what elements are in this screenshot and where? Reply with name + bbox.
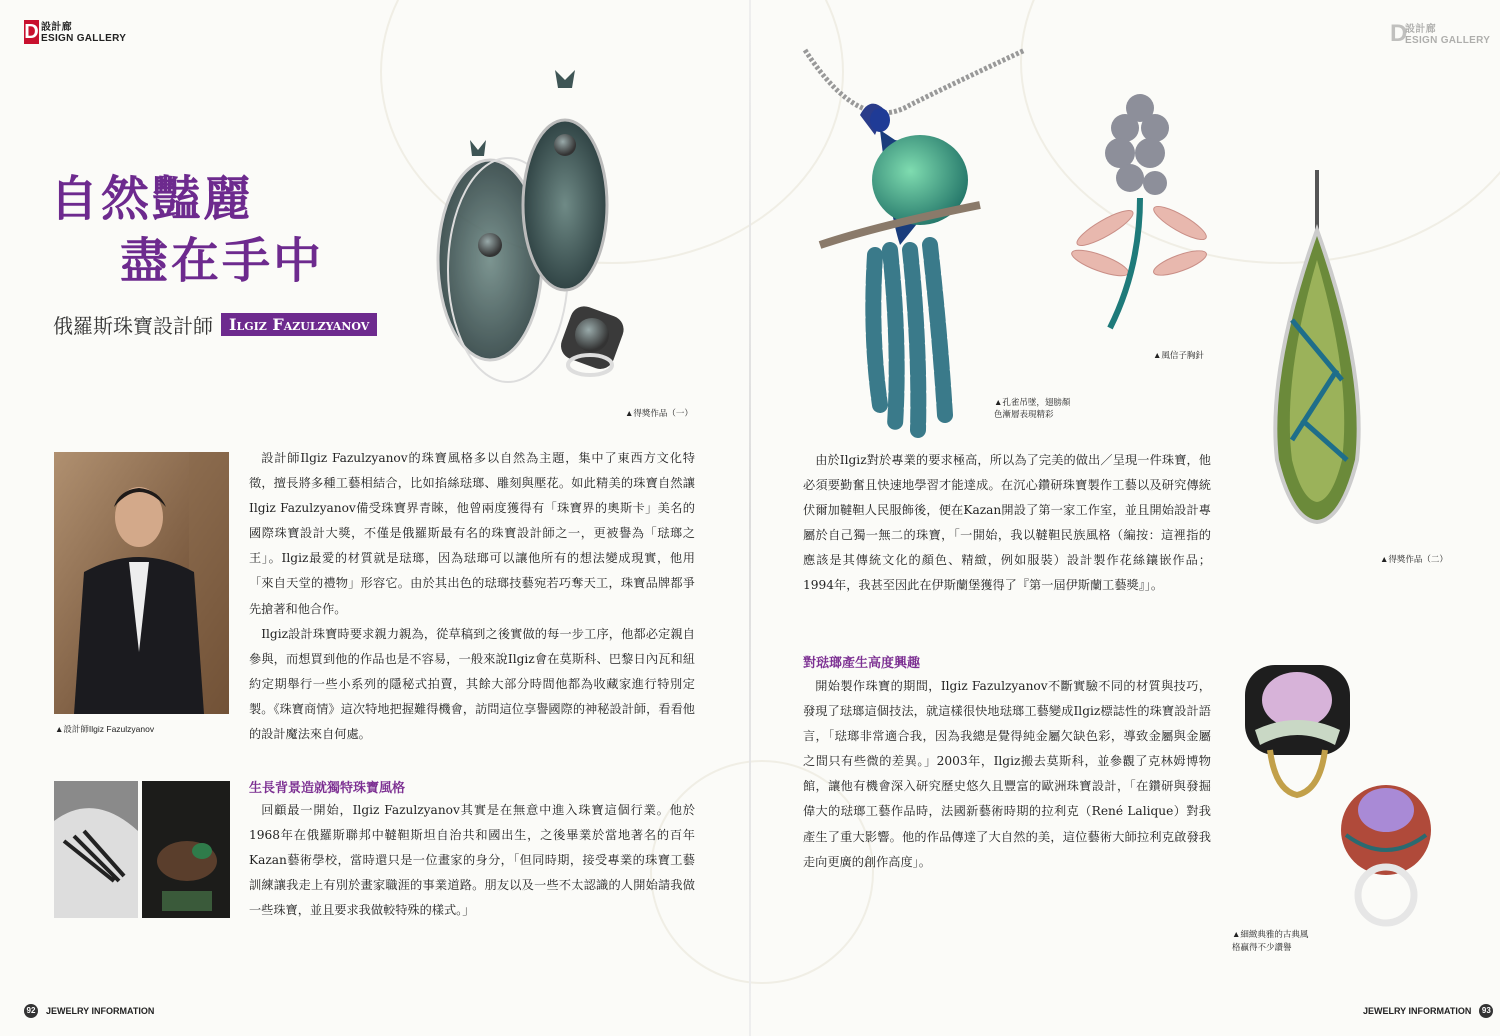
designer-name-badge: Ilgiz Fazulzyanov bbox=[221, 313, 377, 336]
caption-rings-1: ▲細緻典雅的古典風 bbox=[1232, 929, 1309, 939]
designer-photo bbox=[54, 452, 229, 714]
section-header-left bbox=[24, 20, 126, 44]
header-en: ESIGN GALLERY bbox=[41, 33, 127, 44]
peacock-pendant-image bbox=[800, 45, 1030, 440]
page-number: 92 bbox=[24, 1004, 38, 1018]
paragraph: Ilgiz設計珠寶時要求親力親為，從草稿到之後實做的每一步工序，他都必定親自參與，而想買到他的作品也是不容易，一般來說Ilgiz會在莫斯科、巴黎日內瓦和紐約定期舉行一些小系列的隱秘式拍賣，其餘大部分時間他都為收藏家進行特別定製。《珠寶商情》這次特地把握難得機會，訪問這位享譽國際的神秘設計師，看看他的設計魔法來自何處。 bbox=[249, 626, 695, 742]
section-heading: 對琺瑯產生高度興趣 bbox=[803, 656, 921, 671]
header-en: ESIGN GALLERY bbox=[1405, 35, 1491, 46]
right-article-body-2 bbox=[803, 674, 1211, 875]
footer-publication: JEWELRY INFORMATION bbox=[46, 1006, 155, 1016]
caption-peacock-2: 色漸層表現精彩 bbox=[994, 409, 1054, 419]
section-heading: 生長背景造就獨特珠寶風格 bbox=[249, 781, 406, 796]
logo-d: D bbox=[24, 21, 39, 43]
left-article-body bbox=[249, 446, 695, 747]
paragraph: 由於Ilgiz對於專業的要求極高，所以為了完美的做出／呈現一件珠寶，他必須要勤奮且快速地學習才能達成。在沉心鑽研珠寶製作工藝以及研究傳統伏爾加韃靼人民服飾後，便在Kazan開設了第一家工作室，並且開始設計專屬於自己獨一無二的珠寶，「一開始，我以韃靼民族風格（編按：這裡指的應該是其傳統文化的顏色、精緻，例如服裝）設計製作花絲鑲嵌作品；1994年，我甚至因此在伊斯蘭堡獲得了『第一屆伊斯蘭工藝獎』」。 bbox=[803, 453, 1211, 593]
footer-right bbox=[1363, 1004, 1493, 1018]
page-gutter bbox=[749, 0, 751, 1036]
paragraph: 開始製作珠寶的期間，Ilgiz Fazulzyanov不斷實驗不同的材質與技巧，發現了琺瑯這個技法，就這樣很快地琺瑯工藝變成Ilgiz標誌性的珠寶設計語言，「琺瑯非常適合我，因為我總是覺得純金屬欠缺色彩，導致金屬與金屬之間只有些微的差異。」2003年，Ilgiz搬去莫斯科，並參觀了克林姆博物館，讓他有機會深入研究歷史悠久且豐富的歐洲珠寶設計，「在鑽研與發掘偉大的琺瑯工藝作品時，法國新藝術時期的拉利克（René Lalique）對我產生了重大影響。他的作品傳達了大自然的美，這位藝術大師拉利克啟發我走向更廣的創作高度」。 bbox=[803, 679, 1211, 869]
caption-peacock-1: ▲孔雀吊墜，翅膀顏 bbox=[994, 397, 1071, 407]
left-article-body-2 bbox=[249, 798, 695, 923]
right-article-body bbox=[803, 448, 1211, 599]
caption-designer: ▲設計師Ilgiz Fazulzyanov bbox=[55, 724, 155, 734]
logo-d: D bbox=[1390, 20, 1408, 47]
caption-award-1: ▲得獎作品（一） bbox=[625, 408, 693, 418]
section-header-right bbox=[1390, 22, 1490, 46]
footer-left bbox=[24, 1004, 154, 1018]
caption-brooch: ▲風信子胸針 bbox=[1153, 350, 1204, 360]
workshop-tools-photo bbox=[54, 781, 138, 918]
hyacinth-brooch-image bbox=[1070, 88, 1210, 333]
header-zh: 設計廊 bbox=[1405, 24, 1436, 35]
header-zh: 設計廊 bbox=[41, 22, 72, 33]
caption-rings-2: 格贏得不少讚譽 bbox=[1232, 942, 1292, 952]
subtitle: 俄羅斯珠寶設計師 bbox=[53, 314, 213, 338]
footer-publication: JEWELRY INFORMATION bbox=[1363, 1006, 1472, 1016]
page-number: 93 bbox=[1479, 1004, 1493, 1018]
caption-award-2: ▲得獎作品（二） bbox=[1380, 554, 1448, 564]
amethyst-ring-image bbox=[1336, 775, 1436, 930]
title-line-2: 盡在手中 bbox=[120, 233, 325, 289]
paragraph: 回顧最一開始，Ilgiz Fazulzyanov其實是在無意中進入珠寶這個行業。他於1968年在俄羅斯聯邦中韃靼斯坦自治共和國出生，之後畢業於當地著名的百年Kazan藝術學校，當時還只是一位畫家的身分，「但同時期，接受專業的珠寶工藝訓練讓我走上有別於畫家職涯的事業道路。朋友以及一些不太認識的人開始請我做一些珠寶，並且要求我做較特殊的樣式。」 bbox=[249, 803, 695, 918]
title-line-1: 自然豔麗 bbox=[50, 171, 255, 227]
dragonfly-pendant-image bbox=[1262, 170, 1372, 525]
earrings-image bbox=[420, 60, 710, 400]
paragraph: 設計師Ilgiz Fazulzyanov的珠寶風格多以自然為主題，集中了東西方文化特徵，擅長將多種工藝相結合，比如掐絲琺瑯、雕刻與壓花。如此精美的珠寶自然讓Ilgiz Fazulzyanov備受珠寶界青睞，他曾兩度獲得有「珠寶界的奧斯卡」美名的國際珠寶設計大獎，不僅是俄羅斯最有名的珠寶設計師之一，更被譽為「琺瑯之王」。Ilgiz最愛的材質就是琺瑯，因為琺瑯可以讓他所有的想法變成現實，他用「來自天堂的禮物」形容它。由於其出色的琺瑯技藝宛若巧奪天工，珠寶品牌都爭先搶著和他合作。 bbox=[249, 451, 695, 616]
workshop-hands-photo bbox=[142, 781, 230, 918]
subtitle-row bbox=[53, 310, 377, 339]
